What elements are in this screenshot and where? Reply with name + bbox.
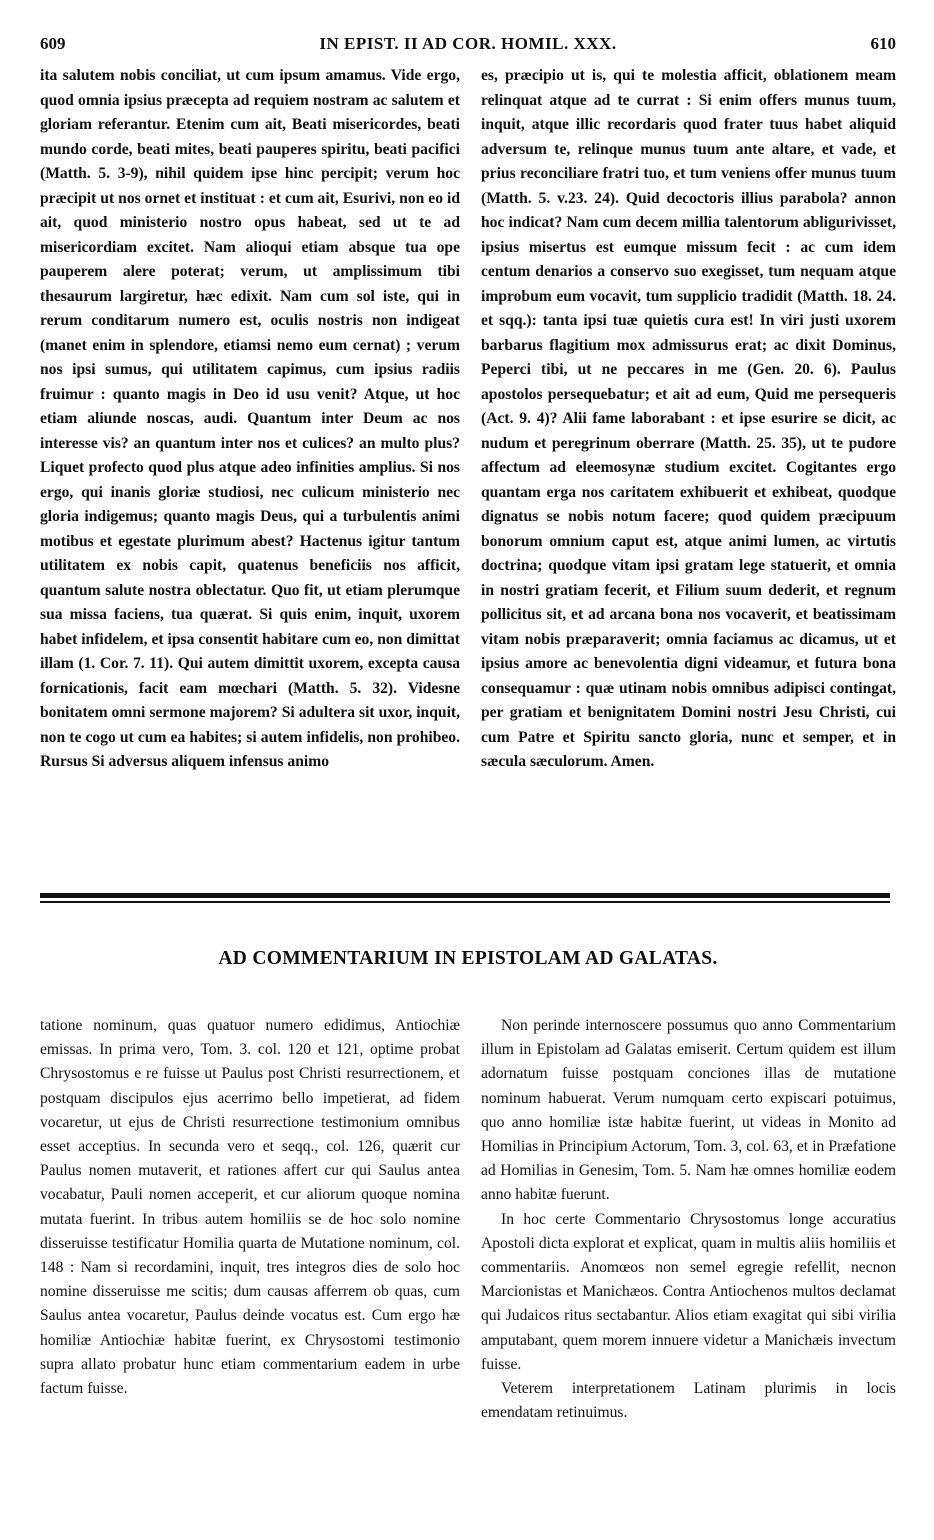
preface-paragraph-1: Non perinde internoscere possumus quo anno Commentarium illum in Epistolam ad Galatas emiserit. Certum quidem est illum adornatum fuisse postquam conciones illas de mutatione nominum habuerat. Verum numquam certo expiscari potuimus, quo anno homiliæ istæ habitæ fuerint, ut videas in Monito ad Homilias in Principium Actorum, Tom. 3, col. 63, et in Præfatione ad Homilias in Genesim, Tom. 5. Nam hæ omnes homiliæ eodem anno habitæ fuerunt.	[481, 1017, 896, 1204]
page-number-right: 610	[870, 34, 896, 53]
page-number-left: 609	[40, 34, 66, 53]
running-header	[40, 34, 896, 60]
section-divider-thin	[40, 901, 890, 903]
running-title: IN EPIST. II AD COR. HOMIL. XXX.	[319, 34, 617, 53]
preface-paragraph-3: Veterem interpretationem Latinam plurimis in locis emendatam retinuimus.	[481, 1380, 896, 1422]
preface-left-column	[40, 1014, 460, 1401]
section-title: AD COMMENTARIUM IN EPISTOLAM AD GALATAS.	[218, 948, 718, 969]
homily-paragraph-left: ita salutem nobis conciliat, ut cum ipsum amamus. Vide ergo, quod omnia ipsius præcepta ad requiem nostram ac salutem et gloriam referantur. Etenim cum ait, Beati misericordes, beati mundo corde, beati mites, beati pauperes spiritu, beati pacifici (Matth. 5. 3-9), nihil quidem ipse hinc percipit; verum hoc præcipit ut nos ornet et instituat : et cum ait, Esurivi, non eo id ait, quod ministerio nostro opus habeat, sed ut te ad misericordiam excitet. Nam alioqui etiam absque tua ope pauperem alere poterat; verum, ut amplissimum tibi thesaurum largiretur, hæc edixit. Nam cum sol iste, qui in rerum conditarum numero est, oculis nostris non indigeat (manet enim in splendore, etiamsi nemo eum cernat) ; verum nos ipsi sumus, qui utilitatem capimus, cum ipsius radiis fruimur : quanto magis in Deo id usu venit? Atque, ut hoc etiam aliunde noscas, audi. Quantum inter Deum ac nos interesse vis? an quantum inter nos et culices? an multo plus? Liquet profecto quod plus atque adeo infinities amplius. Si nos ergo, qui inanis gloriæ studiosi, nec culicum ministerio nec gloria indigemus; quanto magis Deus, qui a turbulentis animi motibus et egestate plurimum abest? Hactenus igitur tantum utilitatem ex nobis capit, quatenus beneficiis nos afficit, quantum salute nostra oblectatur. Quo fit, ut etiam plerumque sua missa faciens, tua quærat. Si quis enim, inquit, uxorem habet infidelem, et ipsa consentit habitare cum eo, non dimittat illam (1. Cor. 7. 11). Qui autem dimittit uxorem, excepta causa fornicationis, facit eam mœchari (Matth. 5. 32). Videsne bonitatem omni sermone majorem? Si adultera sit uxor, inquit, non te cogo ut cum ea habites; si autem infidelis, non prohibeo. Rursus Si adversus aliquem infensus animo	[40, 67, 460, 770]
section-divider-thick	[40, 893, 890, 898]
homily-text-right-column	[481, 64, 896, 775]
homily-text-left-column	[40, 64, 460, 775]
preface-right-column	[481, 1014, 896, 1425]
preface-paragraph-2: In hoc certe Commentario Chrysostomus longe accuratius Apostoli dicta explorat et explicat, quam in multis aliis homiliis et commentariis. Anomœos non semel egregie refellit, necnon Marcionistas et Manichæos. Contra Antiochenos multos declamat qui Judaicos ritus sectabantur. Alios etiam exagitat qui sibi virilia amputabant, quem morem innuere videtur a Manichæis invectum fuisse.	[481, 1210, 896, 1373]
homily-paragraph-right: es, præcipio ut is, qui te molestia afficit, oblationem meam relinquat atque ad te currat : Si enim offers munus tuum, inquit, atque illic recordaris quod frater tuus habet aliquid adversum te, relinque munus tuum ante altare, et vade, et prius reconciliare fratri tuo, et tum veniens offer munus tuum (Matth. 5. v.23. 24). Quid decoctoris illius parabola? annon hoc indicat? Nam cum decem millia talentorum abligurivisset, ipsius misertus est eumque missum fecit : ac cum idem centum denarios a conservo suo exegisset, tum nequam atque improbum eum vocavit, tum supplicio tradidit (Matth. 18. 24. et sqq.): tanta ipsi tuæ quietis cura est! In viri justi uxorem barbarus flagitium mox admissurus erat; ac dixit Dominus, Peperci tibi, ut ne peccares in me (Gen. 20. 6). Paulus apostolos persequebatur; et ait ad eum, Quid me persequeris (Act. 9. 4)? Alii fame laborabant : et ipse esurire se dicit, ac nudum et peregrinum oberrare (Matth. 25. 35), ut te pudore affectum ad eleemosynæ studium excitet. Cogitantes ergo quantam erga nos caritatem exhibuerit et exhibeat, quodque dignatus se nobis notum facere; quod quidem præcipuum bonorum omnium caput est, atque animi lumen, ac virtutis doctrina; quodque vitam ipsi gratam lege statuerit, et omnia in nostri gratiam fecerit, et Filium suum dederit, et regnum pollicitus sit, et ad arcana bona nos vocaverit, et beatissimam vitam nobis præparaverit; omnia faciamus ac dicamus, ut et ipsius amore ac benevolentia digni videamur, et futura bona consequamur : quæ utinam nobis omnibus adipisci contingat, per gratiam et benignitatem Domini nostri Jesu Christi, cui cum Patre et Spiritu sancto gloria, nunc et semper, et in sæcula sæculorum. Amen.	[481, 67, 896, 770]
preface-paragraph-left: tatione nominum, quas quatuor numero edidimus, Antiochiæ emissas. In prima vero, Tom. 3. col. 120 et 121, optime probat Chrysostomus e re fuisse ut Paulus post Christi resurrectionem, et postquam discipulos ejus acerrimo bello impetierat, ad fidem vocaretur, ut ejus de Christi resurrectione testimonium omnibus esset acceptius. In secunda vero et seqq., col. 126, quærit cur Paulus nomen mutaverit, et rationes affert cur qui Saulus antea vocabatur, Pauli nomen acceperit, et cur aliorum quoque nomina mutata fuerint. In tribus autem homiliis se de hoc solo nomine disseruisse testificatur Homilia quarta de Mutatione nominum, col. 148 : Nam si recordamini, inquit, tres integros dies de solo hoc nomine disseruisse me scitis; dum causas afferrem ob quas, cum Saulus antea vocaretur, Paulus deinde vocatus est. Cum ergo hæ homiliæ Antiochiæ habitæ fuerint, ex Chrysostomi testimonio supra allato probatur hunc etiam commentarium eadem in urbe factum fuisse.	[40, 1017, 460, 1398]
